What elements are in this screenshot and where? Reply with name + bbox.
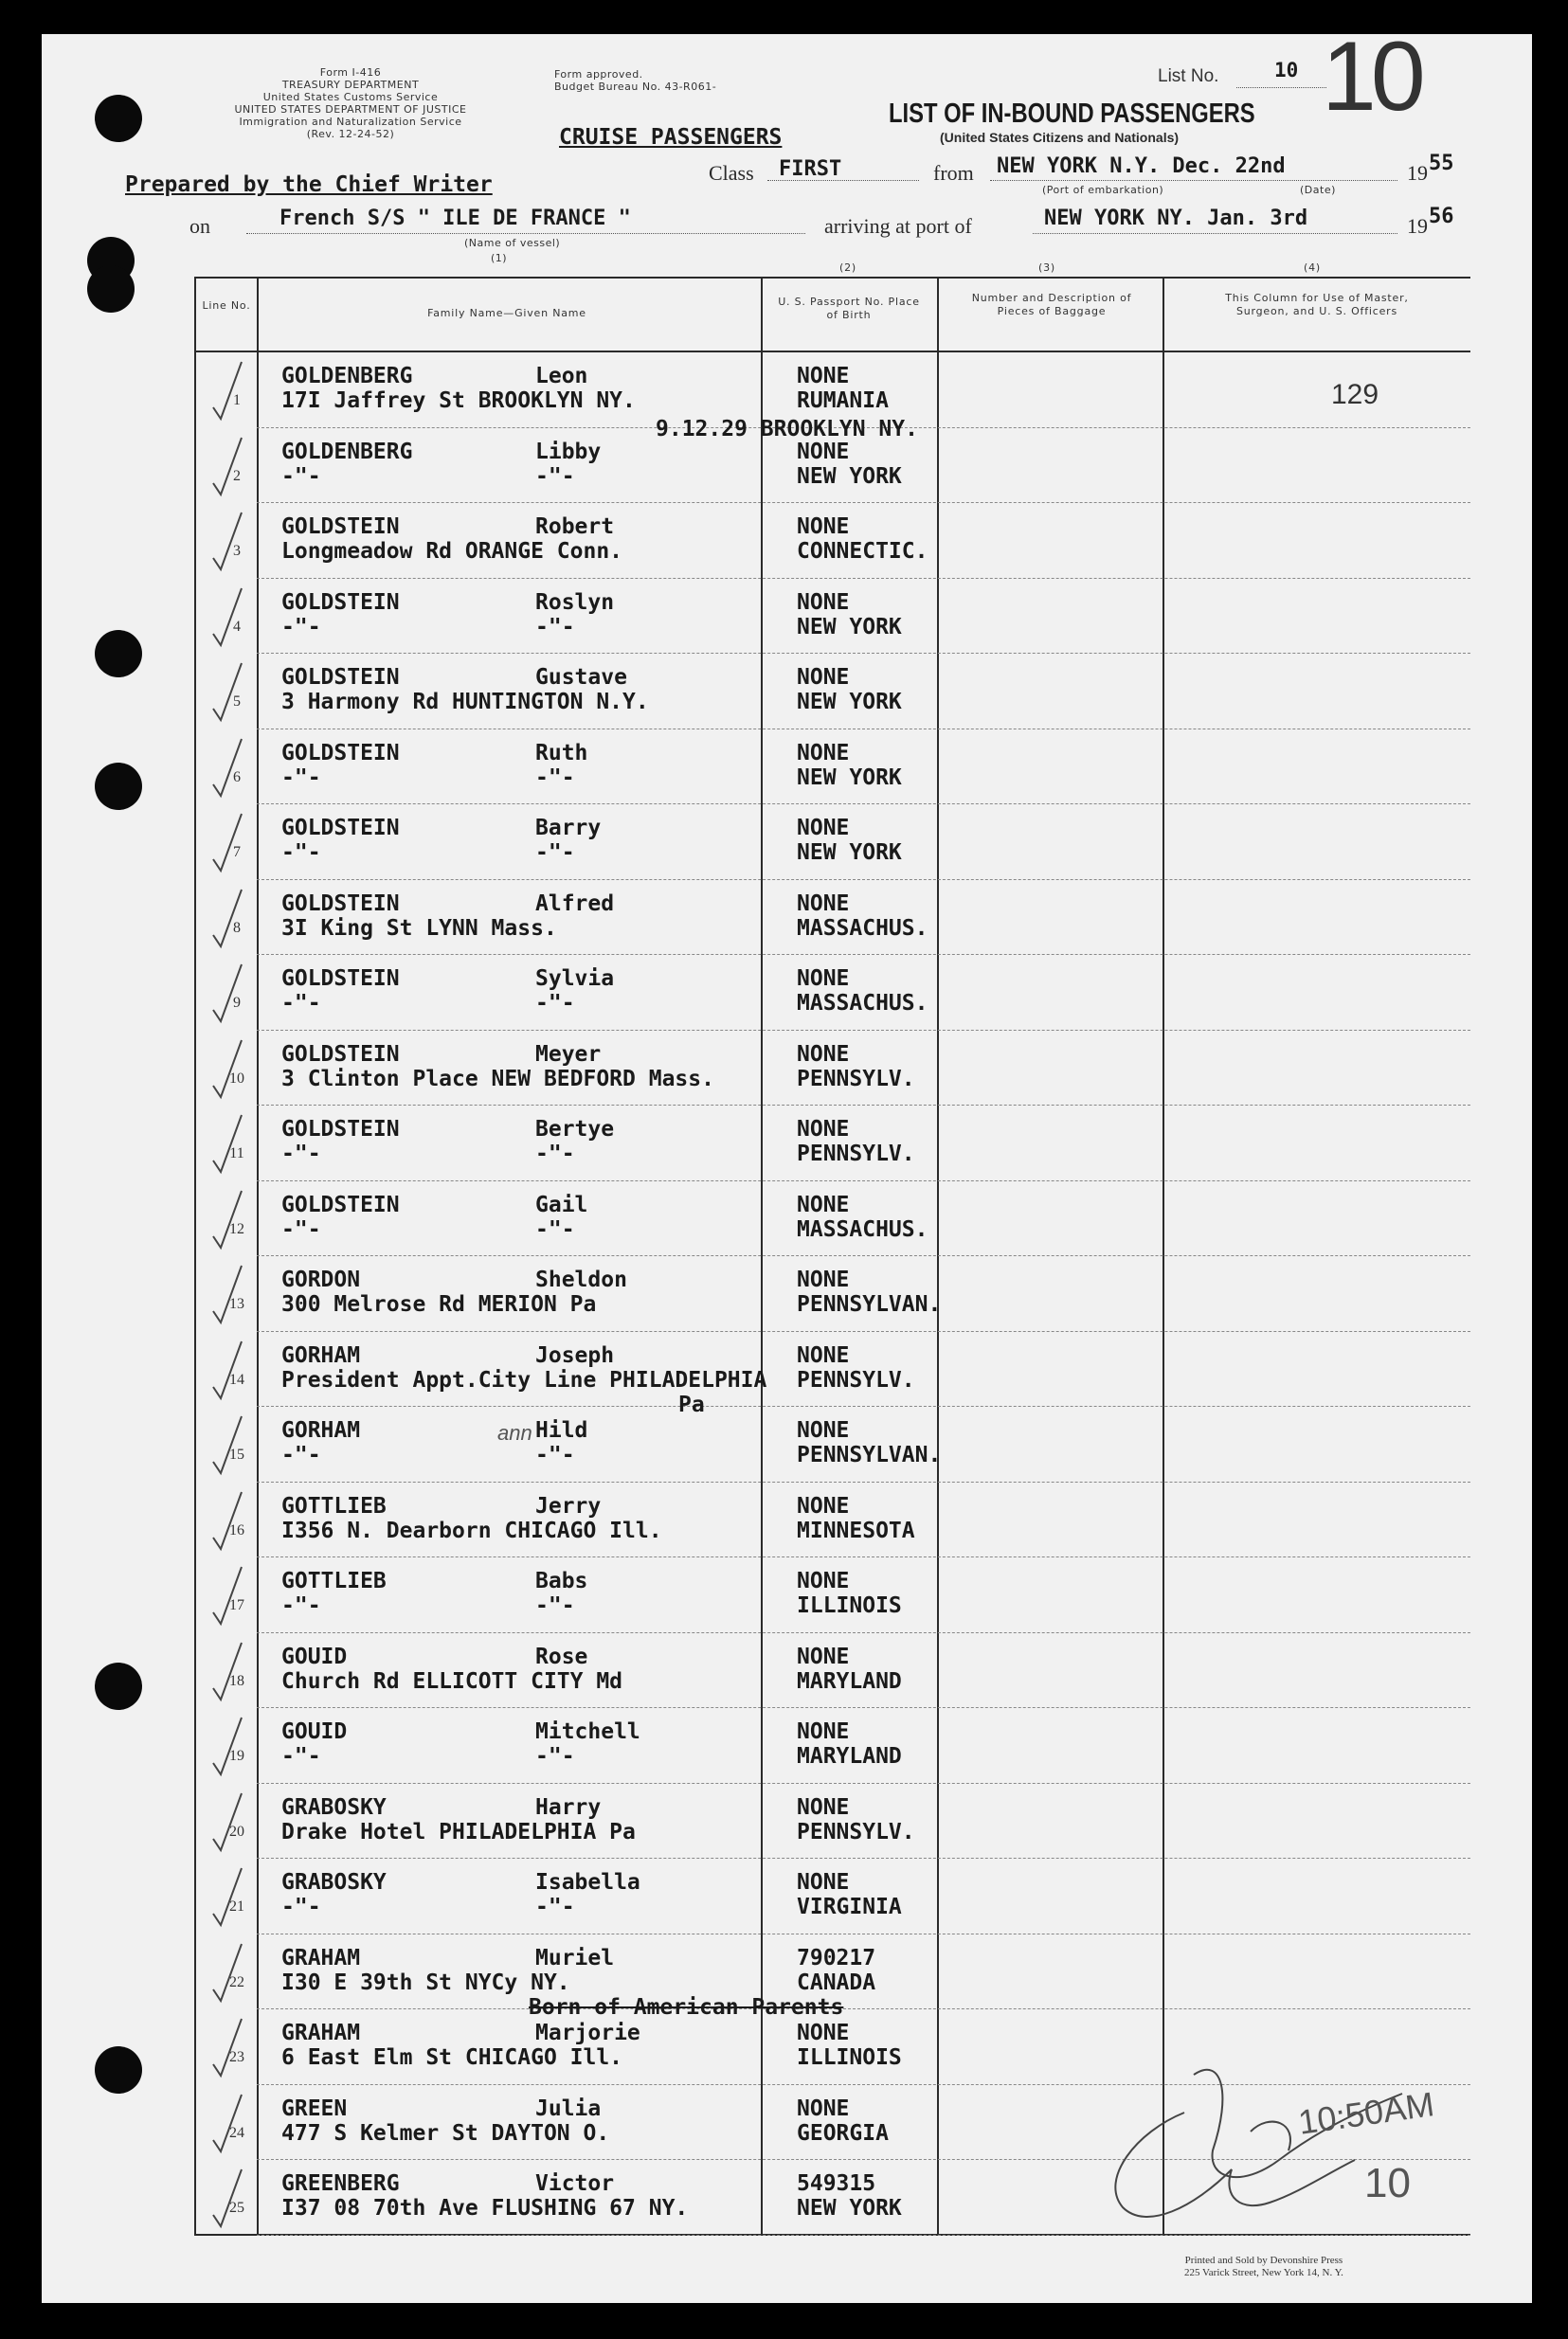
address: Church Rd ELLICOTT CITY Md: [281, 1668, 623, 1694]
passport-no: NONE: [797, 1418, 850, 1443]
form-subtitle: (United States Citizens and Nationals): [940, 130, 1180, 145]
family-name: GOLDSTEIN: [281, 665, 400, 690]
check-mark: [209, 585, 247, 651]
class-label: Class: [709, 161, 754, 185]
col-header-line-no: Line No.: [202, 299, 251, 312]
family-name: GOLDSTEIN: [281, 816, 400, 840]
binder-hole: [87, 265, 135, 313]
line-number: 16: [229, 1521, 244, 1538]
given-name: Jerry: [535, 1493, 602, 1519]
form-number: Form I-416: [319, 66, 382, 79]
given-name: Isabella: [535, 1870, 640, 1895]
given-name: Bertye: [535, 1117, 615, 1142]
line-number: 23: [229, 2049, 244, 2065]
check-mark: [209, 2091, 247, 2157]
place-of-birth: MASSACHUS.: [797, 991, 928, 1016]
passport-no: NONE: [797, 816, 850, 840]
passport-no: NONE: [797, 740, 850, 765]
passenger-table: [194, 261, 1470, 2236]
vessel-underline: [246, 233, 805, 234]
family-name: GRABOSKY: [281, 1870, 387, 1895]
address: Longmeadow Rd ORANGE Conn.: [281, 539, 623, 564]
printer-line: Printed and Sold by Devonshire Press: [1184, 2255, 1343, 2266]
table-row: [194, 1031, 1470, 1107]
given-name: Joseph: [535, 1342, 615, 1368]
place-of-birth: NEW YORK: [797, 2196, 902, 2221]
signature-mark: [1080, 2018, 1478, 2245]
check-mark: [209, 1790, 247, 1856]
family-name: GORHAM: [281, 1418, 361, 1443]
line-number: 24: [229, 2124, 244, 2141]
passport-no: NONE: [797, 1041, 850, 1067]
address-ditto: -"-: [281, 991, 321, 1016]
line-number: 19: [229, 1748, 244, 1764]
address-ditto: -"-: [281, 1593, 321, 1618]
address-ditto: -"-: [281, 1895, 321, 1919]
given-name: Ruth: [535, 740, 588, 765]
officer-count: 129: [1331, 379, 1379, 410]
line-number: 5: [233, 693, 241, 710]
passport-no: NONE: [797, 1117, 850, 1142]
address-ditto: -"-: [281, 463, 321, 489]
line-number: 12: [229, 1220, 244, 1237]
line-number: 3: [233, 543, 241, 559]
binder-hole: [95, 630, 142, 677]
given-name: Harry: [535, 1794, 602, 1820]
table-row: [194, 1708, 1470, 1784]
check-mark: [209, 1187, 247, 1253]
given-name: Sheldon: [535, 1268, 627, 1292]
address: 3I King St LYNN Mass.: [281, 915, 557, 941]
check-mark: [209, 509, 247, 575]
table-row: [194, 1483, 1470, 1558]
address: 6 East Elm St CHICAGO Ill.: [281, 2045, 623, 2070]
binder-hole: [95, 95, 142, 142]
port-caption: (Port of embarkation): [1042, 184, 1164, 196]
address: 17I Jaffrey St BROOKLYN NY.: [281, 388, 636, 413]
list-no-stamp: 10: [1322, 22, 1420, 132]
given-name: Alfred: [535, 891, 615, 916]
birth-date-note: 9.12.29 BROOKLYN NY.: [656, 417, 918, 441]
arriving-label: arriving at port of: [824, 214, 972, 238]
from-underline: [990, 180, 1397, 181]
table-row: [194, 1557, 1470, 1633]
check-mark: [209, 1940, 247, 2006]
table-top-rule: [194, 277, 1470, 279]
family-name: GOLDSTEIN: [281, 1117, 400, 1142]
col-number-2: (2): [839, 261, 856, 274]
given-ditto: -"-: [535, 765, 575, 790]
table-row: [194, 1407, 1470, 1483]
given-name: Sylvia: [535, 966, 615, 991]
place-of-birth: MASSACHUS.: [797, 915, 928, 941]
address-ditto: -"-: [281, 1142, 321, 1166]
passport-no: NONE: [797, 665, 850, 690]
col-number-3: (3): [1038, 261, 1055, 274]
table-row: [194, 1633, 1470, 1709]
check-mark: [209, 434, 247, 500]
table-row: [194, 804, 1470, 880]
printer-address: 225 Varick Street, New York 14, N. Y.: [1184, 2267, 1343, 2278]
table-row: [194, 1784, 1470, 1860]
address: I37 08 70th Ave FLUSHING 67 NY.: [281, 2196, 689, 2221]
family-name: GOLDSTEIN: [281, 514, 400, 539]
passport-no: NONE: [797, 1342, 850, 1368]
year-prefix: 19: [1407, 214, 1428, 238]
table-row: [194, 1181, 1470, 1257]
binder-hole: [95, 2046, 142, 2094]
line-number: 25: [229, 2200, 244, 2216]
given-ditto: -"-: [535, 1593, 575, 1618]
family-name: GOUID: [281, 1719, 348, 1744]
family-name: GOLDSTEIN: [281, 966, 400, 991]
address-ditto: -"-: [281, 1443, 321, 1467]
passport-no: NONE: [797, 1493, 850, 1519]
passport-no: NONE: [797, 364, 850, 388]
address-ditto: -"-: [281, 840, 321, 865]
given-ditto: -"-: [535, 840, 575, 865]
line-number: 11: [229, 1145, 244, 1161]
check-mark: [209, 358, 247, 424]
given-name: Julia: [535, 2096, 602, 2121]
binder-hole: [95, 763, 142, 810]
check-mark: [209, 1111, 247, 1178]
family-name: GOTTLIEB: [281, 1493, 387, 1519]
place-of-birth: MARYLAND: [797, 1668, 902, 1694]
place-of-birth: NEW YORK: [797, 840, 902, 865]
justice-department: UNITED STATES DEPARTMENT OF JUSTICE: [234, 103, 467, 116]
treasury-department: TREASURY DEPARTMENT: [281, 79, 420, 91]
date-caption: (Date): [1300, 184, 1336, 196]
given-name: Libby: [535, 439, 602, 464]
place-of-birth: NEW YORK: [797, 690, 902, 714]
given-ditto: -"-: [535, 1142, 575, 1166]
budget-bureau-line: Budget Bureau No. 43-R061-: [554, 81, 717, 93]
given-name: Mitchell: [535, 1719, 640, 1744]
address: 3 Clinton Place NEW BEDFORD Mass.: [281, 1066, 714, 1091]
family-name: GREEN: [281, 2096, 348, 2121]
form-approval: [554, 68, 716, 93]
table-row: [194, 880, 1470, 956]
family-name: GORHAM: [281, 1342, 361, 1368]
given-name: Roslyn: [535, 589, 615, 615]
printer-imprint: [1184, 2255, 1343, 2279]
family-name: GRAHAM: [281, 1945, 361, 1970]
passport-no: NONE: [797, 589, 850, 615]
place-of-birth: PENNSYLV.: [797, 1367, 915, 1393]
col-header-name: Family Name—Given Name: [427, 307, 586, 319]
given-ditto: -"-: [535, 1216, 575, 1242]
given-name: Muriel: [535, 1945, 615, 1970]
passport-no: NONE: [797, 1644, 850, 1669]
col-number-4: (4): [1304, 261, 1321, 274]
given-name: Meyer: [535, 1041, 602, 1067]
passport-no: NONE: [797, 439, 850, 464]
passport-no: NONE: [797, 1870, 850, 1895]
line-number: 13: [229, 1296, 244, 1312]
address: 300 Melrose Rd MERION Pa: [281, 1292, 597, 1317]
given-ditto: -"-: [535, 1744, 575, 1769]
address-ditto: -"-: [281, 765, 321, 790]
list-no-underline: [1236, 87, 1326, 88]
from-label: from: [933, 161, 974, 185]
arriving-value: NEW YORK NY. Jan. 3rd: [1044, 207, 1308, 230]
check-mark: [209, 659, 247, 726]
given-name: Rose: [535, 1644, 588, 1669]
line-number: 22: [229, 1973, 244, 1990]
place-of-birth: MINNESOTA: [797, 1518, 915, 1543]
receipt-number: 10: [1364, 2160, 1411, 2206]
on-label: on: [189, 214, 210, 238]
revision: (Rev. 12-24-52): [306, 128, 395, 140]
class-value: FIRST: [779, 157, 842, 181]
line-number: 1: [233, 392, 241, 408]
family-name: GOLDSTEIN: [281, 891, 400, 916]
prepared-by: Prepared by the Chief Writer: [125, 172, 493, 197]
address: 3 Harmony Rd HUNTINGTON N.Y.: [281, 690, 649, 714]
line-number: 20: [229, 1823, 244, 1840]
col-header-officers: This Column for Use of Master, Surgeon, and U. S. Officers: [1225, 292, 1409, 317]
place-of-birth: RUMANIA: [797, 388, 889, 413]
family-name: GRAHAM: [281, 2021, 361, 2045]
list-no-label: List No.: [1158, 66, 1219, 86]
check-mark: [209, 810, 247, 876]
check-mark: [209, 1262, 247, 1328]
table-row: [194, 1332, 1470, 1408]
passport-no: NONE: [797, 1192, 850, 1217]
family-name: GOTTLIEB: [281, 1569, 387, 1593]
place-of-birth: ILLINOIS: [797, 1593, 902, 1618]
check-mark: [209, 2015, 247, 2081]
immigration-service: Immigration and Naturalization Service: [239, 116, 462, 128]
line-number: 15: [229, 1447, 244, 1463]
vessel-caption: (Name of vessel): [464, 237, 561, 249]
year-suffix: 55: [1429, 152, 1454, 175]
table-row: [194, 1256, 1470, 1332]
handwritten-ann: ann: [497, 1421, 532, 1445]
cruise-passengers: CRUISE PASSENGERS: [559, 125, 783, 150]
line-number: 14: [229, 1371, 244, 1388]
passport-no: NONE: [797, 2021, 850, 2045]
check-mark: [209, 735, 247, 801]
family-name: GOLDSTEIN: [281, 1041, 400, 1067]
place-of-birth: MARYLAND: [797, 1744, 902, 1769]
check-mark: [209, 1488, 247, 1555]
address-continuation: Pa: [678, 1393, 705, 1417]
place-of-birth: PENNSYLV.: [797, 1066, 915, 1091]
given-ditto: -"-: [535, 991, 575, 1016]
place-of-birth: CANADA: [797, 1970, 876, 1995]
place-of-birth: VIRGINIA: [797, 1895, 902, 1919]
check-mark: [209, 1563, 247, 1629]
table-row: [194, 1859, 1470, 1934]
table-row: [194, 654, 1470, 729]
place-of-birth: GEORGIA: [797, 2120, 889, 2146]
passport-no: NONE: [797, 2096, 850, 2121]
receipt-time-stamp: 10:50AM: [1295, 2084, 1437, 2142]
given-name: Robert: [535, 514, 615, 539]
approval-line: Form approved.: [554, 68, 643, 81]
family-name: GOLDSTEIN: [281, 589, 400, 615]
table-row: [194, 1106, 1470, 1181]
given-name: Hild: [535, 1418, 588, 1443]
address-ditto: -"-: [281, 1744, 321, 1769]
vessel-name: French S/S " ILE DE FRANCE ": [279, 207, 631, 230]
passport-no: NONE: [797, 1569, 850, 1593]
family-name: GREENBERG: [281, 2171, 400, 2196]
check-mark: [209, 961, 247, 1027]
given-name: Victor: [535, 2171, 615, 2196]
place-of-birth: PENNSYLV.: [797, 1819, 915, 1844]
family-name: GOUID: [281, 1644, 348, 1669]
line-number: 9: [233, 995, 241, 1011]
table-row: [194, 503, 1470, 579]
given-name: Gail: [535, 1192, 588, 1217]
place-of-birth: NEW YORK: [797, 463, 902, 489]
line-number: 2: [233, 467, 241, 484]
passport-no: 549315: [797, 2171, 876, 2196]
line-number: 7: [233, 844, 241, 860]
passport-no: NONE: [797, 1719, 850, 1744]
arriving-underline: [1033, 233, 1397, 234]
address: 477 S Kelmer St DAYTON O.: [281, 2120, 610, 2146]
check-mark: [209, 1338, 247, 1404]
col-header-baggage: Number and Description of Pieces of Baggage: [971, 292, 1132, 317]
check-mark: [209, 1412, 247, 1479]
check-mark: [209, 2166, 247, 2232]
place-of-birth: NEW YORK: [797, 614, 902, 639]
given-ditto: -"-: [535, 614, 575, 639]
form-department-block: [180, 66, 521, 140]
check-mark: [209, 1639, 247, 1705]
passport-no: NONE: [797, 966, 850, 991]
place-of-birth: NEW YORK: [797, 765, 902, 790]
line-number: 4: [233, 618, 241, 635]
address: I356 N. Dearborn CHICAGO Ill.: [281, 1518, 662, 1543]
line-number: 21: [229, 1898, 244, 1915]
place-of-birth: MASSACHUS.: [797, 1216, 928, 1242]
given-name: Barry: [535, 816, 602, 840]
given-ditto: -"-: [535, 1443, 575, 1467]
family-name: GOLDSTEIN: [281, 740, 400, 765]
family-name: GOLDENBERG: [281, 439, 413, 464]
from-value: NEW YORK N.Y. Dec. 22nd: [997, 154, 1286, 178]
address: Drake Hotel PHILADELPHIA Pa: [281, 1819, 636, 1844]
place-of-birth: ILLINOIS: [797, 2045, 902, 2070]
given-ditto: -"-: [535, 463, 575, 489]
binder-hole: [95, 1663, 142, 1710]
passport-no: NONE: [797, 1794, 850, 1820]
given-ditto: -"-: [535, 1895, 575, 1919]
check-mark: [209, 1036, 247, 1103]
line-number: 17: [229, 1597, 244, 1613]
given-name: Babs: [535, 1569, 588, 1593]
family-name: GOLDSTEIN: [281, 1192, 400, 1217]
passport-no: NONE: [797, 514, 850, 539]
address-ditto: -"-: [281, 614, 321, 639]
place-of-birth: PENNSYLVAN.: [797, 1292, 942, 1317]
line-number: 8: [233, 919, 241, 936]
customs-service: United States Customs Service: [262, 91, 439, 103]
check-mark: [209, 1864, 247, 1931]
check-mark: [209, 886, 247, 952]
table-row: [194, 579, 1470, 655]
year-prefix: 19: [1407, 161, 1428, 185]
given-name: Marjorie: [535, 2021, 640, 2045]
place-of-birth: PENNSYLV.: [797, 1142, 915, 1166]
family-name: GRABOSKY: [281, 1794, 387, 1820]
line-number: 10: [229, 1070, 244, 1087]
address-ditto: -"-: [281, 1216, 321, 1242]
given-name: Leon: [535, 364, 588, 388]
family-name: GOLDENBERG: [281, 364, 413, 388]
place-of-birth: CONNECTIC.: [797, 539, 928, 564]
family-name: GORDON: [281, 1268, 361, 1292]
col-header-passport: U. S. Passport No. Place of Birth: [778, 296, 920, 321]
line-number: 6: [233, 768, 241, 785]
given-name: Gustave: [535, 665, 627, 690]
list-no-typed: 10: [1274, 59, 1299, 81]
table-row: [194, 955, 1470, 1031]
year-suffix: 56: [1429, 205, 1454, 228]
form-title: LIST OF IN-BOUND PASSENGERS: [889, 99, 1255, 129]
vessel-col-number: (1): [491, 252, 508, 264]
table-row: [194, 729, 1470, 805]
address: President Appt.City Line PHILADELPHIA: [281, 1367, 767, 1393]
check-mark: [209, 1714, 247, 1780]
line-number: 18: [229, 1672, 244, 1689]
birth-note-born-of: Born of American Parents: [529, 1995, 844, 2020]
place-of-birth: PENNSYLVAN.: [797, 1443, 942, 1467]
address: I30 E 39th St NYCy NY.: [281, 1970, 570, 1995]
passport-no: NONE: [797, 1268, 850, 1292]
passport-no: 790217: [797, 1945, 876, 1970]
passport-no: NONE: [797, 891, 850, 916]
